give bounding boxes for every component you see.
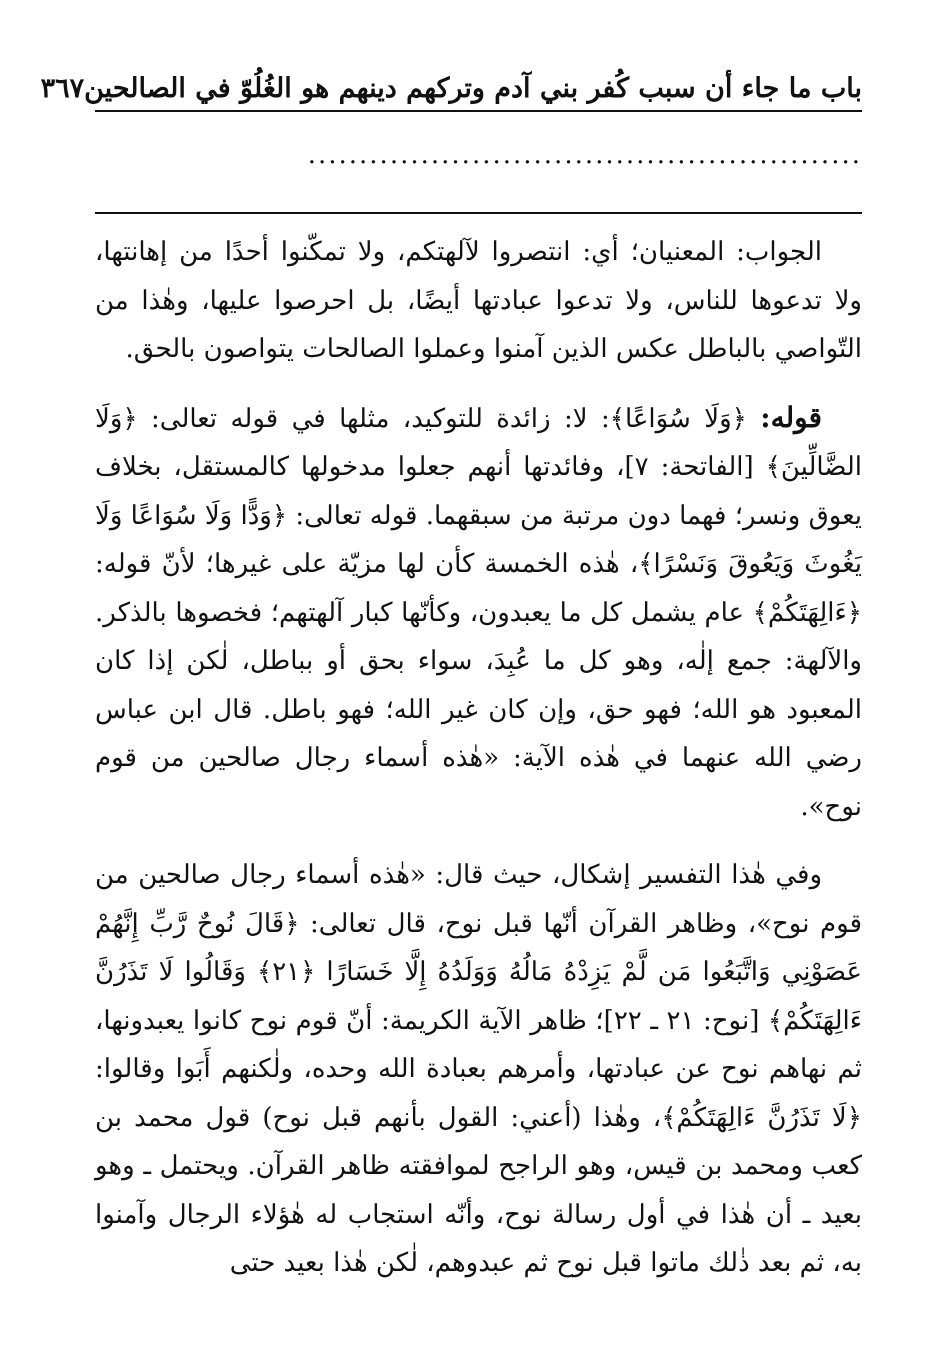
paragraph-commentary [95, 394, 862, 832]
paragraph-text: وفي هٰذا التفسير إشكال، حيث قال: «هٰذه أسماء رجال صالحين من قوم نوح»، وظاهر القرآن أنّها قبل نوح، قال تعالى: ﴿قَالَ نُوحٌ رَّبِّ إِنَّهُمْ عَصَوْنِي وَاتَّبَعُوا مَن لَّمْ يَزِدْهُ مَالُهُ وَوَلَدُهُ إِلَّا خَسَارًا ﴿٢١﴾ وَقَالُوا لَا تَذَرُنَّ ءَالِهَتَكُمْ﴾ [نوح: ٢١ ـ ٢٢]؛ ظاهر الآية الكريمة: أنّ قوم نوح كانوا يعبدونها، ثم نهاهم نوح عن عبادتها، وأمرهم بعبادة الله وحده، ولٰكنهم أَبَوا وقالوا: ﴿لَا تَذَرُنَّ ءَالِهَتَكُمْ﴾، وهٰذا (أعني: القول بأنهم قبل نوح) قول محمد بن كعب ومحمد بن قيس، وهو الراجح لموافقته ظاهر القرآن. ويحتمل ـ وهو بعيد ـ أن هٰذا في أول رسالة نوح، وأنّه استجاب له هٰؤلاء الرجال وآمنوا به، ثم بعد ذٰلك ماتوا قبل نوح ثم عبدوهم، لٰكن هٰذا بعيد حتى [95, 860, 862, 1278]
paragraph-answer [95, 228, 862, 374]
paragraph-lead: قوله: [760, 400, 822, 434]
paragraph-text: الجواب: المعنيان؛ أي: انتصروا لآلهتكم، ولا تمكّنوا أحدًا من إهانتها، ولا تدعوها للناس، ولا تدعوا عبادتها أيضًا، بل احرصوا عليها، وهٰذا من التّواصي بالباطل عكس الذين آمنوا وعملوا الصالحات يتواصون بالحق. [95, 237, 862, 364]
body-text [95, 228, 862, 1308]
dotted-line: ...................................................... [307, 140, 862, 170]
paragraph-problem [95, 851, 862, 1288]
paragraph-text: ﴿وَلَا سُوَاعًا﴾: لا: زائدة للتوكيد، مثلها في قوله تعالى: ﴿وَلَا الضَّالِّينَ﴾ [الفاتحة: ٧]، وفائدتها أنهم جعلوا مدخولها كالمستقل، بخلاف يعوق ونسر؛ فهما دون مرتبة من سبقهما. قوله تعالى: ﴿وَدًّا وَلَا سُوَاعًا وَلَا يَغُوثَ وَيَعُوقَ وَنَسْرًا﴾، هٰذه الخمسة كأن لها مزيّة على غيرها؛ لأنّ قوله: ﴿ءَالِهَتَكُمْ﴾ عام يشمل كل ما يعبدون، وكأنّها كبار آلهتهم؛ فخصوها بالذكر. والآلهة: جمع إلٰه، وهو كل ما عُبِدَ، سواء بحق أو بباطل، لٰكن إذا كان المعبود هو الله؛ فهو حق، وإن كان غير الله؛ فهو باطل. قال ابن عباس رضي الله عنهما في هٰذه الآية: «هٰذه أسماء رجال صالحين من قوم نوح». [95, 403, 862, 822]
page-header [40, 58, 862, 112]
running-title: باب ما جاء أن سبب كُفر بني آدم وتركهم دينهم هو الغُلُوّ في الصالحين [84, 73, 862, 104]
separator-rule [95, 212, 862, 214]
page-number: ٣٦٧ [40, 73, 85, 104]
